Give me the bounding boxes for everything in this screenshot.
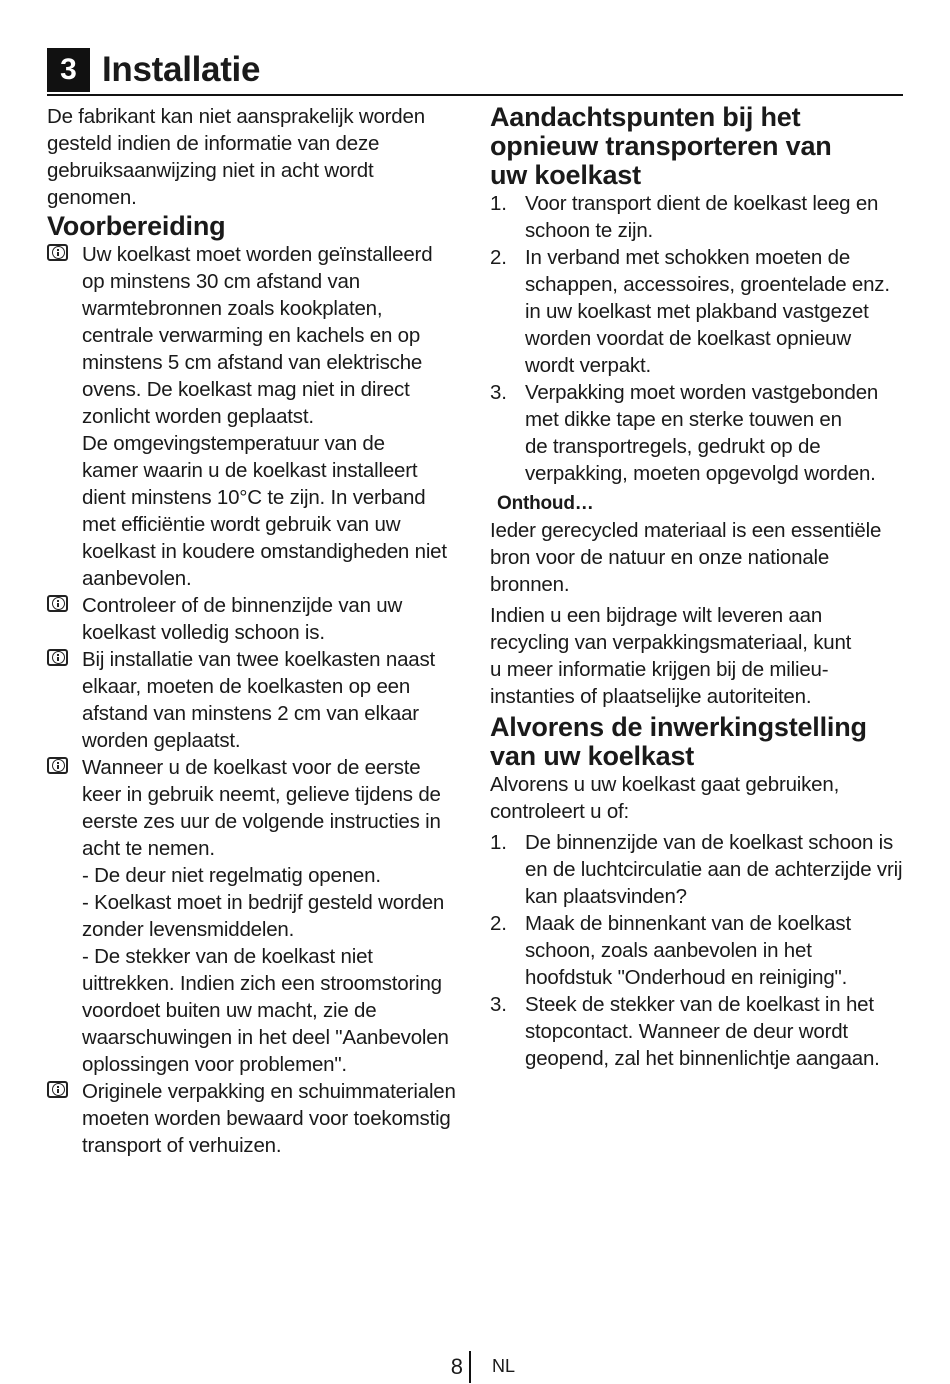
list-item: 2. Maak de binnenkant van de koelkast schoon, zoals aanbevolen in het hoofdstuk "Onderhoud en reiniging". [490,912,851,989]
footer-divider [469,1351,471,1383]
chapter-header [47,48,903,96]
list-item: 2. In verband met schokken moeten de schappen, accessoires, groentelade enz. in uw koelkast met plakband vastgezet worden voordat de koelkast opnieuw wordt verpakt. [490,246,890,377]
intro-paragraph: De fabrikant kan niet aansprakelijk worden gesteld indien de informatie van deze gebruiksaanwijzing niet in acht wordt genomen. [47,105,425,209]
info-icon [47,244,68,261]
list-item: 1. Voor transport dient de koelkast leeg en schoon te zijn. [490,192,879,242]
chapter-number: 3 [47,48,90,92]
section-heading-inwerkingstelling: Alvorens de inwerkingstelling van uw koelkast [490,712,867,771]
list-item: 3. Steek de stekker van de koelkast in het stopcontact. Wanneer de deur wordt geopend, zal het binnenlichtje aangaan. [490,993,880,1070]
section-heading-voorbereiding: Voorbereiding [47,211,226,241]
recycling-paragraph: Ieder gerecycled materiaal is een essentiële bron voor de natuur en onze nationale bronnen. [490,519,882,596]
page-number: 8 [450,1354,463,1379]
list-item: 1. De binnenzijde van de koelkast schoon is en de luchtcirculatie aan de achterzijde vrij kan plaatsvinden? [490,831,903,908]
info-item: Controleer of de binnenzijde van uw koelkast volledig schoon is. [47,592,467,646]
info-item: Originele verpakking en schuimmaterialen moeten worden bewaard voor toekomstig transport of verhuizen. [47,1078,467,1159]
left-column [47,103,467,1159]
page-footer [0,1348,950,1384]
info-icon [47,595,68,612]
section-heading-transport: Aandachtspunten bij het opnieuw transporteren van uw koelkast [490,102,832,190]
info-item: Uw koelkast moet worden geïnstalleerd op minstens 30 cm afstand van warmtebronnen zoals kookplaten, centrale verwarming en kachels en op minstens 5 cm afstand van elektrische ovens. De koelkast mag niet in direct zonlicht worden geplaatst. De omgevingstemperatuur van de kamer waarin u de koelkast installeert dient minstens 10°C te zijn. In verband met efficiëntie wordt gebruik van uw koelkast in koudere omstandigheden niet aanbevolen. [47,241,467,592]
list-item: 3. Verpakking moet worden vastgebonden met dikke tape en sterke touwen en de transportregels, gedrukt op de verpakking, moeten opgevolgd worden. [490,381,879,485]
info-item: Bij installatie van twee koelkasten naast elkaar, moeten de koelkasten op een afstand van minstens 2 cm van elkaar worden geplaatst. [47,646,467,754]
remember-label: Onthoud… [497,493,594,514]
chapter-title: Installatie [102,50,261,89]
info-icon [47,1081,68,1098]
info-item: Wanneer u de koelkast voor de eerste keer in gebruik neemt, gelieve tijdens de eerste zes uur de volgende instructies in acht te nemen. - De deur niet regelmatig openen. - Koelkast moet in bedrijf gesteld worden zonder levensmiddelen. - De stekker van de koelkast niet uittrekken. Indien zich een stroomstoring voordoet buiten uw macht, zie de waarschuwingen in het deel "Aanbevolen oplossingen voor problemen". [47,754,467,1078]
language-code: NL [492,1356,516,1376]
info-icon [47,757,68,774]
checklist-intro: Alvorens u uw koelkast gaat gebruiken, controleert u of: [490,773,840,823]
info-icon [47,649,68,666]
recycling-info-paragraph: Indien u een bijdrage wilt leveren aan recycling van verpakkingsmateriaal, kunt u meer informatie krijgen bij de milieu- instanties of plaatselijke autoriteiten. [490,604,852,708]
right-column [490,103,910,1072]
